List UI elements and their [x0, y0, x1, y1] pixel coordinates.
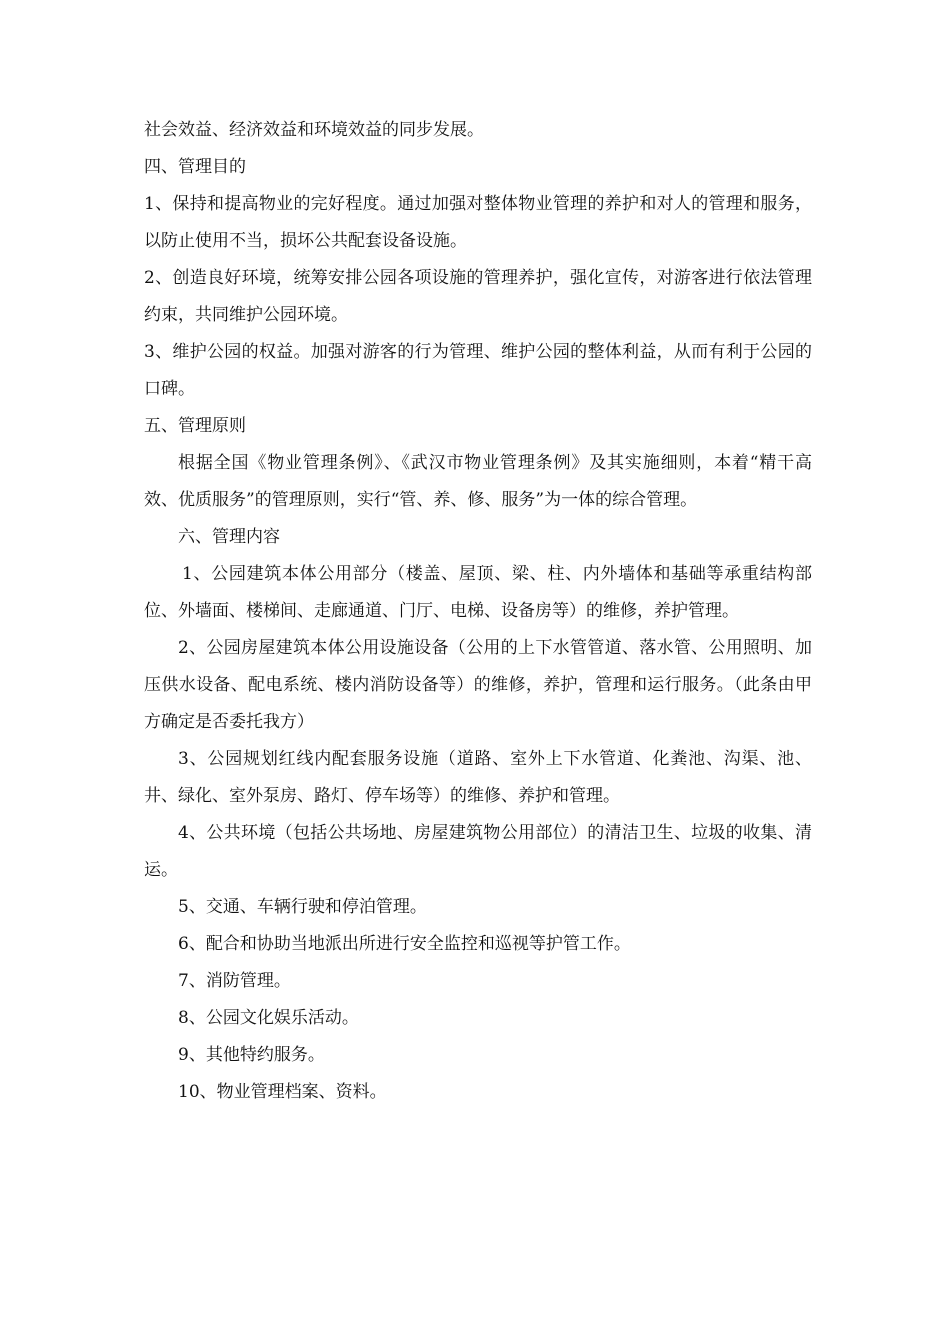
- purpose-item-2: 2、创造良好环境，统筹安排公园各项设施的管理养护，强化宣传，对游客进行依法管理约束，共同维护公园环境。: [144, 268, 812, 325]
- content-item-10: 10、物业管理档案、资料。: [178, 1082, 387, 1102]
- purpose-item-3: 3、维护公园的权益。加强对游客的行为管理、维护公园的整体利益，从而有利于公园的口碑。: [144, 342, 812, 399]
- content-item-7: 7、消防管理。: [178, 971, 291, 991]
- purpose-item-1: 1、保持和提高物业的完好程度。通过加强对整体物业管理的养护和对人的管理和服务，以防止使用不当，损坏公共配套设备设施。: [144, 194, 812, 251]
- section-heading-management-purpose: 四、管理目的: [144, 157, 246, 177]
- content-item-8: 8、公园文化娱乐活动。: [178, 1008, 359, 1028]
- principles-paragraph: 根据全国《物业管理条例》、《武汉市物业管理条例》及其实施细则，本着“精干高效、优质服务”的管理原则，实行“管、养、修、服务”为一体的综合管理。: [144, 453, 812, 510]
- section-heading-management-principles: 五、管理原则: [144, 416, 246, 436]
- content-item-4: 4、公共环境（包括公共场地、房屋建筑物公用部位）的清洁卫生、垃圾的收集、清运。: [144, 823, 812, 880]
- content-item-3: 3、公园规划红线内配套服务设施（道路、室外上下水管道、化粪池、沟渠、池、井、绿化、室外泵房、路灯、停车场等）的维修、养护和管理。: [144, 749, 812, 806]
- content-item-5: 5、交通、车辆行驶和停泊管理。: [178, 897, 427, 917]
- document-body: [144, 112, 812, 1111]
- content-item-6: 6、配合和协助当地派出所进行安全监控和巡视等护管工作。: [178, 934, 631, 954]
- paragraph-continuation: 社会效益、经济效益和环境效益的同步发展。: [144, 120, 484, 140]
- section-heading-management-content: 六、管理内容: [178, 527, 280, 547]
- content-item-9: 9、其他特约服务。: [178, 1045, 325, 1065]
- content-item-2: 2、公园房屋建筑本体公用设施设备（公用的上下水管管道、落水管、公用照明、加压供水设备、配电系统、楼内消防设备等）的维修，养护，管理和运行服务。（此条由甲方确定是否委托我方）: [144, 638, 812, 732]
- content-item-1: 1、公园建筑本体公用部分（楼盖、屋顶、梁、柱、内外墙体和基础等承重结构部位、外墙面、楼梯间、走廊通道、门厅、电梯、设备房等）的维修，养护管理。: [144, 564, 812, 621]
